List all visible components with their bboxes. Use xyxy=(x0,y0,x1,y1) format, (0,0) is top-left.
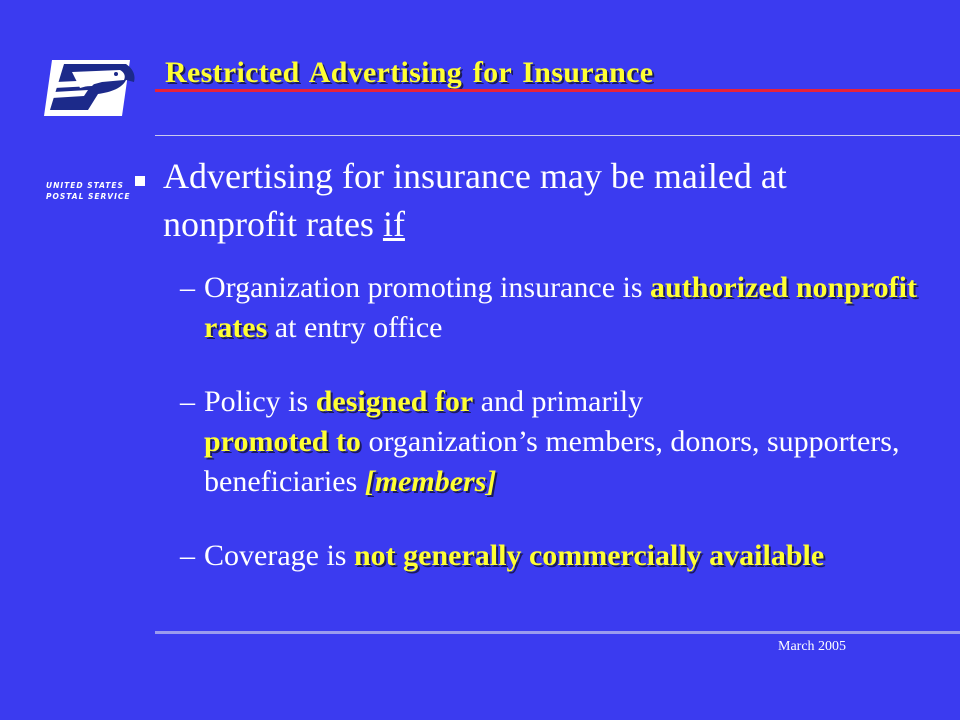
sub-point-2 xyxy=(180,382,920,502)
main-point-text: Advertising for insurance may be mailed at nonprofit rates xyxy=(163,156,787,244)
logo-line-2: POSTAL SERVICE xyxy=(46,192,131,201)
sub-point-1-highlight: authorized nonprofit rates xyxy=(204,271,917,344)
sub-point-1-text-a: Organization promoting insurance is xyxy=(204,271,651,304)
sub-point-2-highlight-3: [members] xyxy=(364,465,497,498)
bottom-divider xyxy=(155,631,960,634)
square-bullet-icon xyxy=(135,176,145,186)
sub-point-2-text-a: Policy is xyxy=(204,385,316,418)
usps-logo-text xyxy=(46,180,131,202)
eagle-head-icon xyxy=(42,58,138,120)
top-divider xyxy=(155,135,960,136)
dash-marker: – xyxy=(180,539,195,572)
sub-point-3-highlight: not generally commercially available xyxy=(353,539,825,572)
logo-line-1: UNITED STATES xyxy=(46,181,124,190)
sub-point-3 xyxy=(180,536,920,576)
footer-date: March 2005 xyxy=(778,639,847,654)
sub-point-2-highlight-2: promoted to xyxy=(204,425,361,458)
sub-point-2-text-b: and primarily xyxy=(473,385,644,418)
sub-point-1 xyxy=(180,268,920,348)
dash-marker: – xyxy=(180,385,195,418)
main-bullet-point xyxy=(163,152,883,248)
sub-point-2-text-c: organization’s members, donors, supporters, beneficiaries xyxy=(204,425,900,498)
sub-point-3-text-a: Coverage is xyxy=(204,539,354,572)
main-point-underlined-word: if xyxy=(382,204,405,244)
slide-title: Restricted Advertising for Insurance xyxy=(165,56,654,89)
dash-marker: – xyxy=(180,271,195,304)
title-underline xyxy=(155,89,960,92)
sub-point-1-text-b: at entry office xyxy=(267,311,443,344)
sub-point-2-highlight-1: designed for xyxy=(315,385,474,418)
